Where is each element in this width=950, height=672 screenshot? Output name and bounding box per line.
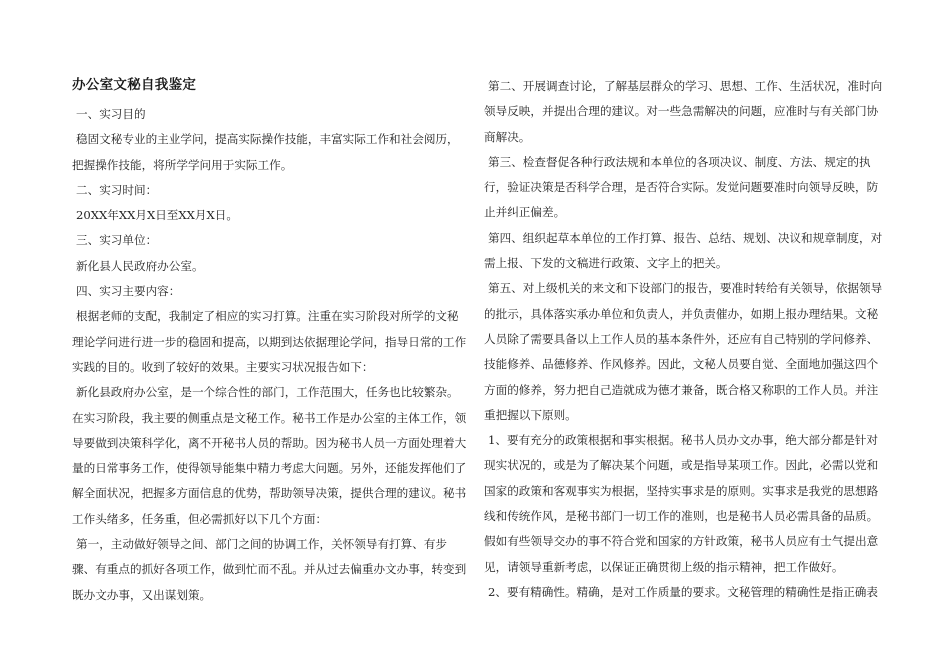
document-title: 办公室文秘自我鉴定 xyxy=(72,77,197,93)
paragraph-first: 第一，主动做好领导之间、部门之间的协调工作，关怀领导有打算、有步骤、有重点的抓好各项工作，做到忙而不乱。并从过去偏重办文办事，转变到既办文办事，又出谋划策。 xyxy=(72,537,467,602)
section-heading-unit: 三、实习单位： xyxy=(76,233,158,248)
paragraph-unit: 新化县人民政府办公室。 xyxy=(76,258,204,273)
paragraph-fourth: 第四、组织起草本单位的工作打算、报告、总结、规划、决议和规章制度，对需上报、下发的文稿进行政策、文字上的把关。 xyxy=(484,230,883,271)
paragraph-office: 新化县政府办公室，是一个综合性的部门，工作范围大，任务也比较繁杂。在实习阶段，我主要的侧重点是文秘工作。秘书工作是办公室的主体工作，领导要做到决策科学化，离不开秘书人员的帮助。因为秘书人员一方面处理着大量的日常事务工作，使得领导能集中精力考虑大问题。另外，还能发挥他们了解全面状况，把握多方面信息的优势，帮助领导决策，提供合理的建议。秘书工作头绪多，任务重，但必需抓好以下几个方面： xyxy=(72,385,467,526)
left-column xyxy=(72,72,468,608)
paragraph-plan: 根据老师的支配，我制定了相应的实习打算。注重在实习阶段对所学的文秘理论学问进行进一步的稳固和提高，以期到达依据理论学问，指导日常的工作实践的目的。收到了较好的效果。主要实习状况报告如下： xyxy=(72,309,467,374)
paragraph-fifth: 第五、对上级机关的来文和下设部门的报告，要准时转给有关领导，依据领导的批示，具体落实承办单位和负责人，并负责催办，如期上报办理结果。文秘人员除了需要具备以上工作人员的基本条件外，还应有自己特别的学问修养、技能修养、品德修养、作风修养。因此，文秘人员要自觉、全面地加强这四个方面的修养，努力把自己造就成为德才兼备，既合格又称职的工作人员。并注重把握以下原则。 xyxy=(484,281,883,422)
paragraph-principle-1: 1、要有充分的政策根据和事实根据。秘书人员办文办事，绝大部分都是针对现实状况的，或是为了解决某个问题，或是指导某项工作。因此，必需以党和国家的政策和客观事实为根据，坚持实事求是的原则。实事求是我党的思想路线和传统作风，是秘书部门一切工作的准则，也是秘书人员必需具备的品质。假如有些领导交办的事不符合党和国家的方针政策，秘书人员应有士气提出意见，请领导重新考虑，以保证正确贯彻上级的指示精神，把工作做好。 xyxy=(484,433,879,574)
paragraph-second: 第二、开展调查讨论，了解基层群众的学习、思想、工作、生活状况，准时向领导反映，并提出合理的建议。对一些急需解决的问题，应准时与有关部门协商解决。 xyxy=(484,79,883,144)
right-column xyxy=(484,74,884,605)
paragraph-third: 第三、检查督促各种行政法规和本单位的各项决议、制度、方法、规定的执行，验证决策是否科学合理，是否符合实际。发觉问题要准时向领导反映，防止并纠正偏差。 xyxy=(484,154,879,220)
section-heading-content: 四、实习主要内容： xyxy=(76,284,181,299)
paragraph-purpose: 稳固文秘专业的主业学问，提高实际操作技能，丰富实际工作和社会阅历，把握操作技能，将所学学问用于实际工作。 xyxy=(72,132,459,172)
section-heading-time: 二、实习时间： xyxy=(76,182,158,197)
section-heading-purpose: 一、实习目的 xyxy=(76,107,146,121)
paragraph-principle-2: 2、要有精确性。精确，是对工作质量的要求。文秘管理的精确性是指正确表 xyxy=(488,584,878,599)
paragraph-time: 20XX年XX月X日至XX月X日。 xyxy=(76,208,238,223)
